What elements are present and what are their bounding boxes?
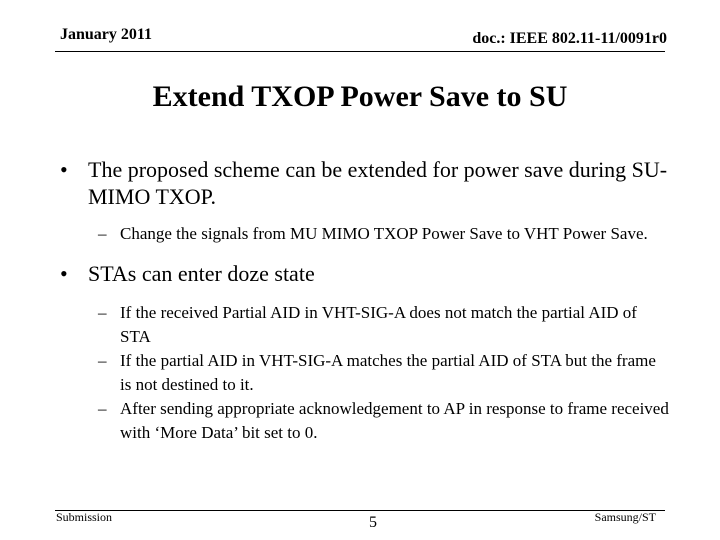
sub-bullet-text: Change the signals from MU MIMO TXOP Power Save to VHT Power Save. bbox=[120, 224, 648, 243]
slide-body bbox=[60, 156, 670, 445]
footer-submission: Submission bbox=[56, 510, 113, 524]
header-date: January 2011 bbox=[60, 26, 153, 43]
bullet-text: The proposed scheme can be extended for power save during SU-MIMO TXOP. bbox=[88, 157, 668, 209]
footer-divider bbox=[55, 510, 665, 511]
page-number: 5 bbox=[369, 514, 377, 531]
bullet-item bbox=[60, 156, 670, 210]
sub-bullet-item bbox=[60, 222, 670, 246]
header-divider bbox=[55, 51, 665, 52]
sub-bullet-item bbox=[60, 301, 670, 349]
bullet-item bbox=[60, 260, 670, 287]
bullet-marker: • bbox=[60, 261, 68, 286]
dash-marker: – bbox=[98, 224, 107, 243]
sub-bullet-item bbox=[60, 397, 670, 445]
sub-bullet-text: If the received Partial AID in VHT-SIG-A does not match the partial AID of STA bbox=[120, 303, 637, 346]
footer-organization: Samsung/ST bbox=[594, 510, 656, 524]
sub-bullet-text: If the partial AID in VHT-SIG-A matches the partial AID of STA but the frame is not destined to it. bbox=[120, 351, 656, 394]
slide-title: Extend TXOP Power Save to SU bbox=[152, 80, 568, 113]
sub-bullet-item bbox=[60, 349, 670, 397]
dash-marker: – bbox=[98, 399, 107, 418]
dash-marker: – bbox=[98, 351, 107, 370]
bullet-text: STAs can enter doze state bbox=[88, 261, 315, 286]
bullet-marker: • bbox=[60, 157, 68, 182]
sub-bullet-text: After sending appropriate acknowledgement to AP in response to frame received with ‘More Data’ bit set to 0. bbox=[120, 399, 669, 442]
dash-marker: – bbox=[98, 303, 107, 322]
header-doc-id: doc.: IEEE 802.11-11/0091r0 bbox=[472, 30, 667, 47]
